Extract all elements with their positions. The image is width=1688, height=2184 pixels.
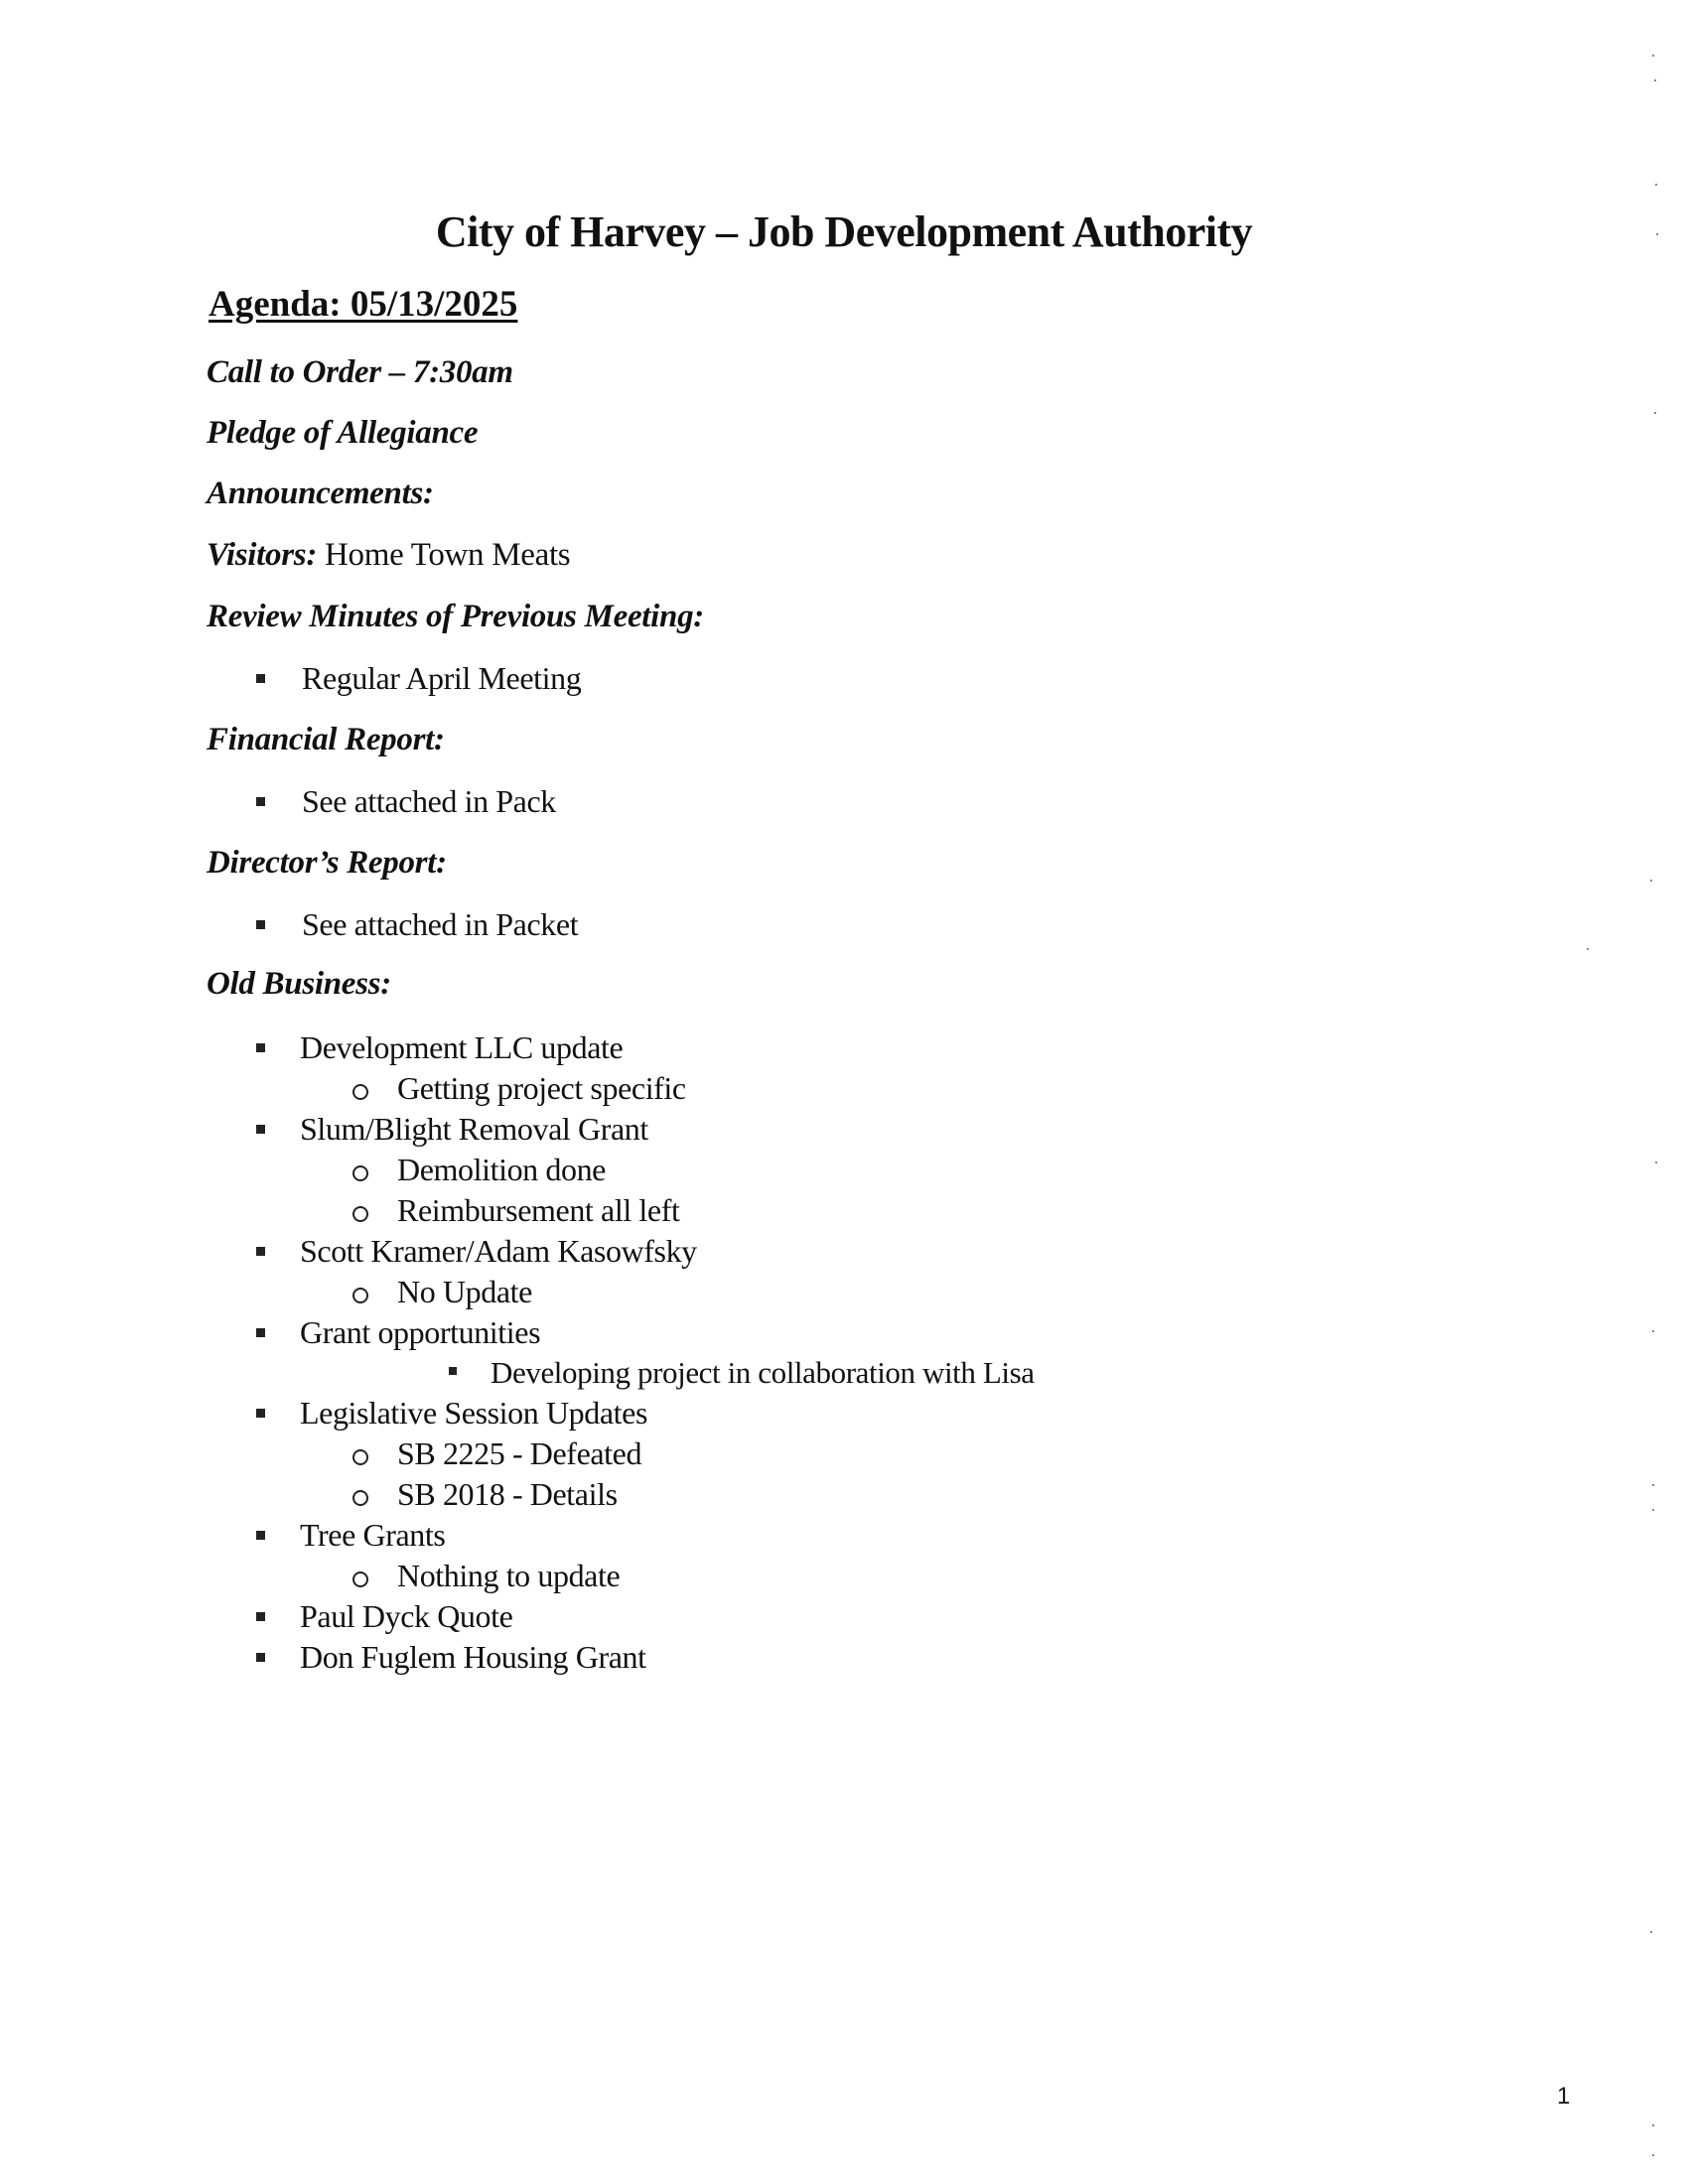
- pledge-heading: Pledge of Allegiance: [207, 415, 479, 451]
- list-item: Slum/Blight Removal Grant: [300, 1111, 648, 1147]
- bullet-icon: [256, 1125, 265, 1134]
- scan-artifact: [1652, 2124, 1654, 2126]
- scan-artifact: [1652, 55, 1654, 57]
- scan-artifact: [1655, 1161, 1657, 1163]
- announcements-heading: Announcements:: [207, 476, 434, 511]
- circle-bullet-icon: [352, 1084, 368, 1100]
- scan-artifact: [1655, 184, 1657, 186]
- circle-bullet-icon: [352, 1165, 368, 1181]
- list-item: See attached in Packet: [302, 906, 579, 942]
- bullet-icon: [256, 1043, 265, 1052]
- directors-report-heading: Director’s Report:: [207, 845, 447, 881]
- bullet-icon: [256, 920, 265, 929]
- scan-artifact: [1652, 2154, 1654, 2156]
- list-subitem: Reimbursement all left: [397, 1192, 680, 1228]
- list-item: Regular April Meeting: [302, 660, 582, 696]
- list-subitem: No Update: [397, 1274, 532, 1309]
- old-business-heading: Old Business:: [207, 966, 391, 1002]
- circle-bullet-icon: [352, 1206, 368, 1222]
- bullet-icon: [256, 1531, 265, 1540]
- scan-artifact: [1654, 79, 1656, 81]
- bullet-icon: [256, 797, 265, 806]
- list-subsubitem: Developing project in collaboration with Lisa: [491, 1355, 1035, 1390]
- bullet-icon: [449, 1367, 457, 1375]
- scan-artifact: [1650, 880, 1652, 882]
- list-item: Legislative Session Updates: [300, 1395, 648, 1431]
- list-item: See attached in Pack: [302, 783, 556, 819]
- scan-artifact: [1587, 948, 1589, 950]
- bullet-icon: [256, 1653, 265, 1662]
- list-subitem: Nothing to update: [397, 1558, 621, 1593]
- scan-artifact: [1654, 412, 1656, 414]
- bullet-icon: [256, 1247, 265, 1256]
- list-item: Don Fuglem Housing Grant: [300, 1639, 646, 1675]
- scan-artifact: [1652, 1509, 1654, 1511]
- scan-artifact: [1656, 233, 1658, 235]
- financial-report-heading: Financial Report:: [207, 722, 445, 757]
- list-item: Development LLC update: [300, 1029, 624, 1065]
- circle-bullet-icon: [352, 1490, 368, 1506]
- agenda-date: Agenda: 05/13/2025: [209, 284, 518, 325]
- bullet-icon: [256, 674, 265, 683]
- list-item: Tree Grants: [300, 1517, 446, 1553]
- scan-artifact: [1652, 1484, 1654, 1486]
- review-minutes-heading: Review Minutes of Previous Meeting:: [207, 599, 704, 634]
- list-item: Scott Kramer/Adam Kasowfsky: [300, 1233, 697, 1269]
- call-to-order: Call to Order – 7:30am: [207, 354, 513, 390]
- visitors-label: Visitors:: [207, 537, 318, 573]
- list-subitem: SB 2018 - Details: [397, 1476, 618, 1512]
- bullet-icon: [256, 1409, 265, 1418]
- circle-bullet-icon: [352, 1571, 368, 1587]
- document-title: City of Harvey – Job Development Authority: [435, 207, 1253, 256]
- circle-bullet-icon: [352, 1449, 368, 1465]
- list-item: Grant opportunities: [300, 1314, 541, 1350]
- list-subitem: Getting project specific: [397, 1070, 686, 1106]
- list-subitem: Demolition done: [397, 1152, 606, 1187]
- circle-bullet-icon: [352, 1288, 368, 1303]
- bullet-icon: [256, 1328, 265, 1337]
- visitors-value: Home Town Meats: [317, 537, 571, 573]
- bullet-icon: [256, 1612, 265, 1621]
- visitors-line: [207, 537, 570, 574]
- page-number: 1: [1557, 2083, 1571, 2110]
- list-subitem: SB 2225 - Defeated: [397, 1435, 642, 1471]
- list-item: Paul Dyck Quote: [300, 1598, 513, 1634]
- scan-artifact: [1652, 1330, 1654, 1332]
- scan-artifact: [1650, 1931, 1652, 1933]
